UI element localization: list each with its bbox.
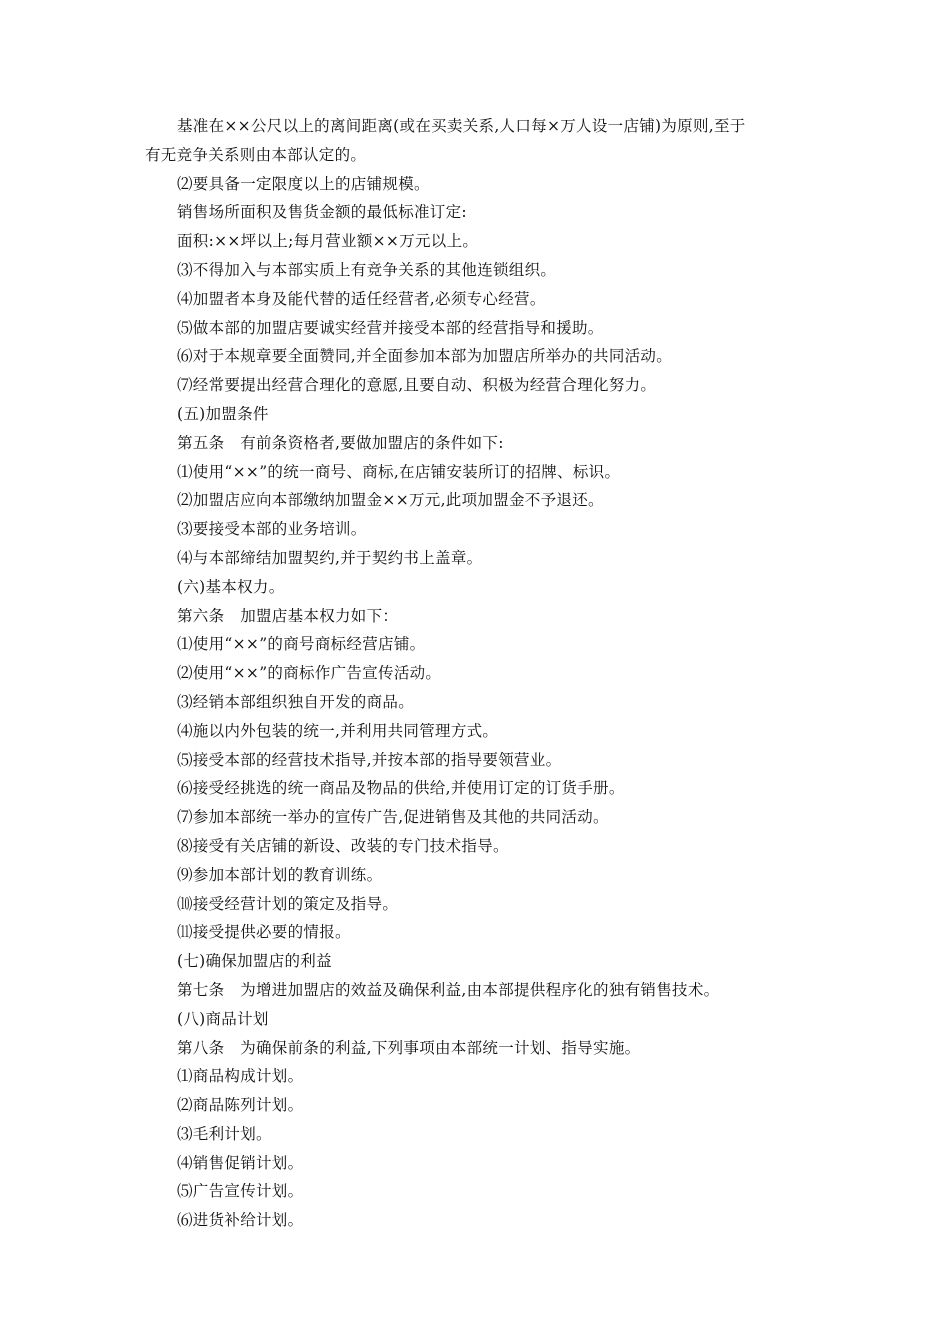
text-line: ⑵商品陈列计划。 bbox=[177, 1096, 304, 1115]
text-line: (七)确保加盟店的利益 bbox=[177, 952, 332, 971]
text-line: 第八条 为确保前条的利益,下列事项由本部统一计划、指导实施。 bbox=[177, 1038, 641, 1057]
text-line: 面积:××坪以上;每月营业额××万元以上。 bbox=[177, 232, 479, 251]
text-line: ⑷销售促销计划。 bbox=[177, 1153, 304, 1172]
text-line: 基准在××公尺以上的离间距离(或在买卖关系,人口每×万人设一店铺)为原则,至于 bbox=[177, 117, 746, 135]
text-line: ⑼参加本部计划的教育训练。 bbox=[177, 865, 383, 884]
text-line: ⑺经常要提出经营合理化的意愿,且要自动、积极为经营合理化努力。 bbox=[177, 376, 657, 395]
text-line: ⑹对于本规章要全面赞同,并全面参加本部为加盟店所举办的共同活动。 bbox=[177, 347, 673, 366]
text-line: ⑹进货补给计划。 bbox=[177, 1211, 304, 1230]
text-line: 第六条 加盟店基本权力如下： bbox=[177, 606, 399, 625]
text-line: ⑷与本部缔结加盟契约,并于契约书上盖章。 bbox=[177, 548, 483, 567]
text-line: (六)基本权力。 bbox=[177, 577, 285, 596]
text-line: ⑵要具备一定限度以上的店铺规模。 bbox=[177, 174, 430, 193]
text-line: ⑷施以内外包装的统一,并利用共同管理方式。 bbox=[177, 721, 499, 740]
text-line: ⑵加盟店应向本部缴纳加盟金××万元,此项加盟金不予退还。 bbox=[177, 491, 604, 510]
text-line: ⑶毛利计划。 bbox=[177, 1124, 272, 1143]
document-page bbox=[145, 112, 810, 1235]
text-line: 有无竞争关系则由本部认定的。 bbox=[145, 145, 367, 164]
text-line: 销售场所面积及售货金额的最低标准订定: bbox=[177, 203, 467, 222]
text-line: ⑾接受提供必要的情报。 bbox=[177, 923, 351, 942]
text-line: ⑺参加本部统一举办的宣传广告,促进销售及其他的共同活动。 bbox=[177, 808, 609, 827]
text-line: ⑶不得加入与本部实质上有竞争关系的其他连锁组织。 bbox=[177, 260, 557, 279]
text-line: ⑸做本部的加盟店要诚实经营并接受本部的经营指导和援助。 bbox=[177, 318, 604, 337]
text-line: ⑶要接受本部的业务培训。 bbox=[177, 520, 367, 539]
text-line: 第七条 为增进加盟店的效益及确保利益,由本部提供程序化的独有销售技术。 bbox=[177, 980, 720, 999]
text-line: ⑴商品构成计划。 bbox=[177, 1067, 304, 1086]
text-line: 第五条 有前条资格者,要做加盟店的条件如下: bbox=[177, 433, 504, 452]
text-line: ⑸接受本部的经营技术指导,并按本部的指导要领营业。 bbox=[177, 750, 562, 769]
text-line: ⑵使用“××”的商标作广告宣传活动。 bbox=[177, 664, 442, 683]
text-line: ⑸广告宣传计划。 bbox=[177, 1182, 304, 1201]
text-line: ⑶经销本部组织独自开发的商品。 bbox=[177, 692, 415, 711]
text-line: ⑴使用“××”的统一商号、商标,在店铺安装所订的招牌、标识。 bbox=[177, 462, 621, 481]
text-line: (八)商品计划 bbox=[177, 1009, 269, 1028]
text-line: ⑷加盟者本身及能代替的适任经营者,必须专心经营。 bbox=[177, 289, 546, 308]
text-line: (五)加盟条件 bbox=[177, 404, 269, 423]
text-line: ⑽接受经营计划的策定及指导。 bbox=[177, 894, 399, 913]
text-line: ⑹接受经挑选的统一商品及物品的供给,并使用订定的订货手册。 bbox=[177, 779, 625, 798]
text-line: ⑴使用“××”的商号商标经营店铺。 bbox=[177, 635, 426, 654]
text-line: ⑻接受有关店铺的新设、改装的专门技术指导。 bbox=[177, 836, 509, 855]
